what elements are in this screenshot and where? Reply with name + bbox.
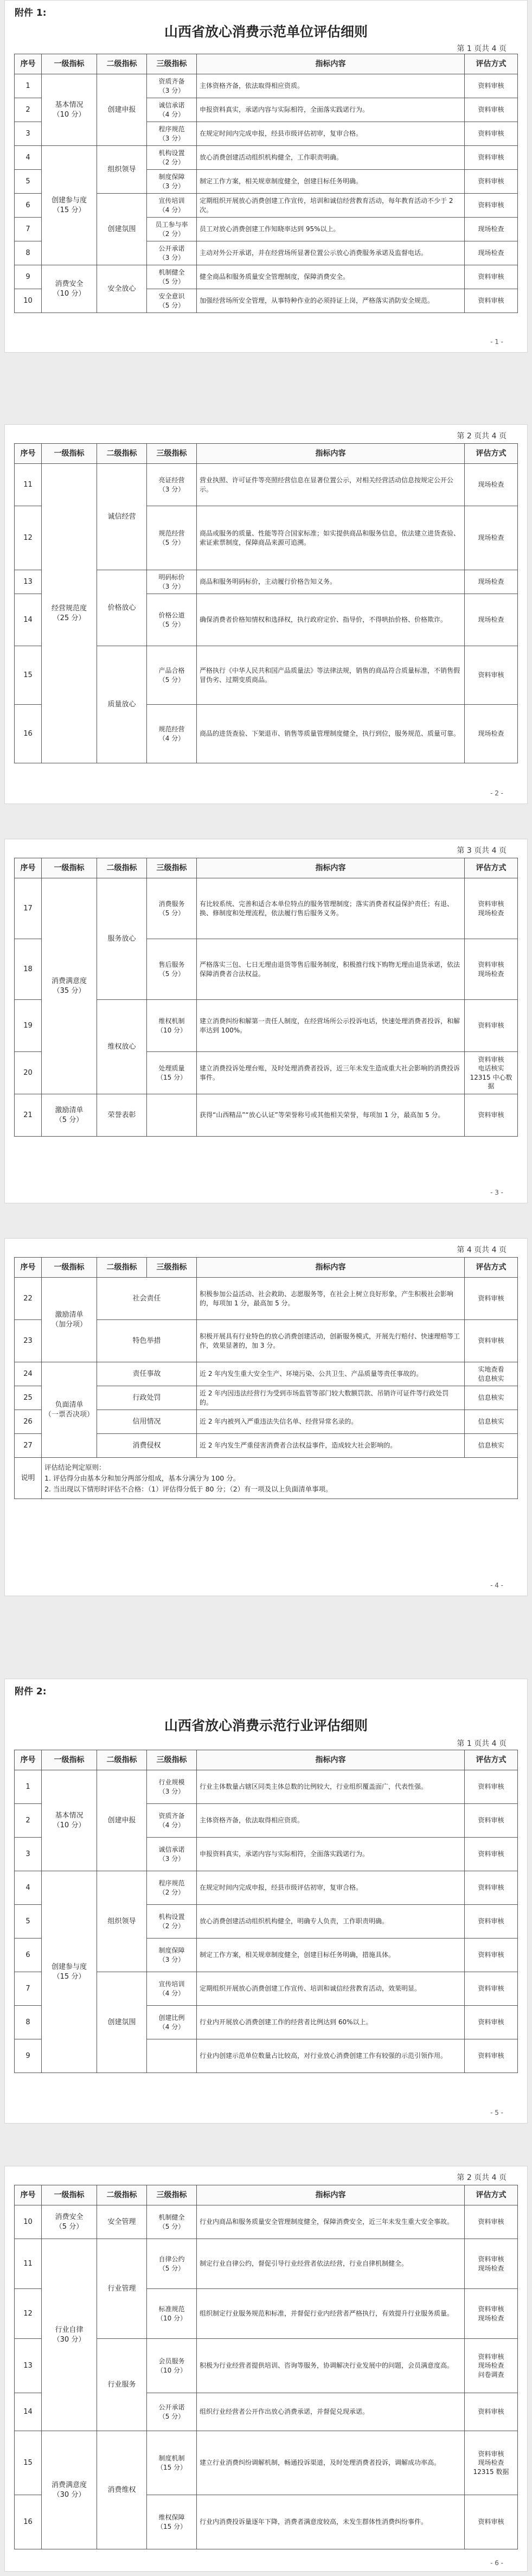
level3-indicator: 机构设置 （2 分） [147,146,197,170]
evaluation-method: 资料审核 现场检查 [465,2239,518,2289]
page-number: - 6 - [490,2559,503,2567]
evaluation-method: 资料审核 [465,646,518,705]
col-header: 指标内容 [197,858,465,878]
level1-indicator: 消费安全 （10 分） [42,265,97,313]
table-row [15,2431,518,2495]
row-number: 16 [15,2495,42,2549]
page-counter: 第 4 页共 4 页 [457,1246,507,1254]
evaluation-method: 资料审核 现场检查 [465,2289,518,2339]
indicator-content: 健全商品和服务质量安全管理制度，保障消费安全。 [197,265,465,289]
evaluation-method: 资料审核 [465,1905,518,1939]
page-number: - 3 - [490,1189,503,1196]
row-number: 13 [15,570,42,594]
evaluation-method: 现场检查 [465,705,518,763]
table-row [15,464,518,506]
evaluation-method: 资料审核 [465,2495,518,2549]
col-header: 序号 [15,1750,42,1770]
level1-indicator: 消费满意度 （35 分） [42,878,97,1094]
indicator-content: 商品的进货查验、下架退市、销售等质量管理制度健全，执行到位，服务规范、质量可靠。 [197,705,465,763]
indicator-content: 有比较系统、完善和适合本单位特点的服务管理制度；落实消费者权益保护责任；有退、换、修制度和处理流程，依法履行售后服务义务。 [197,878,465,939]
level3-indicator: 规范经营 （4 分） [147,705,197,763]
level3-indicator: 公开承诺 （3 分） [147,241,197,265]
table-row [15,2205,518,2239]
level3-indicator [147,1094,197,1137]
col-header: 评估方式 [465,1258,518,1278]
row-number: 11 [15,464,42,506]
evaluation-method: 资料审核 [465,1320,518,1362]
level1-indicator: 消费满意度 （30 分） [42,2431,97,2549]
level3-indicator: 售后服务 （5 分） [147,939,197,1000]
level2-indicator: 行业管理 [97,2239,147,2339]
level2-indicator: 质量放心 [97,646,147,763]
indicator-content: 近 2 年内发生重大安全生产、环境污染、公共卫生、产品质量等责任事故的。 [197,1362,465,1386]
level2-indicator: 荣誉表彰 [97,1094,147,1137]
evaluation-method: 现场检查 [465,218,518,241]
evaluation-method: 资料审核 [465,1871,518,1905]
evaluation-method: 资料审核 [465,2006,518,2039]
evaluation-method: 资料审核 [465,1094,518,1137]
level3-indicator: 机构设置 （2 分） [147,1905,197,1939]
level3-indicator: 信用情况 [97,1410,197,1434]
col-header: 三级指标 [147,444,197,464]
indicator-content: 定期组织开展放心消费创建工作宣传、培训和诚信经营教育活动，效果明显。 [197,1972,465,2006]
sheet-5 [4,1679,528,2124]
table-row [15,1871,518,1905]
level2-indicator: 创建氛围 [97,1972,147,2073]
level3-indicator: 处理质量 （15 分） [147,1052,197,1094]
indicator-content: 行业主体数量占辖区同类主体总数的比例较大，行业组织覆盖面广，代表性强。 [197,1770,465,1804]
col-header: 指标内容 [197,1750,465,1770]
level1-indicator: 创建参与度 （15 分） [42,1871,97,2073]
level3-indicator: 规范经营 （5 分） [147,506,197,570]
level3-indicator: 责任事故 [97,1362,197,1386]
page-number: - 1 - [490,338,503,346]
level1-indicator: 创建参与度 （15 分） [42,146,97,265]
table-header-row [15,54,518,74]
level3-indicator: 维权机制 （10 分） [147,1000,197,1052]
level2-indicator: 维权放心 [97,1000,147,1094]
indicator-content: 近 2 年内发生严重侵害消费者合法权益事件，造成较大社会影响的。 [197,1434,465,1458]
page-number: - 5 - [490,2109,503,2116]
col-header: 评估方式 [465,444,518,464]
indicator-content: 近 2 年内因违法经营行为受到市场监管等部门较大数额罚款、吊销许可证件等行政处罚的。 [197,1386,465,1410]
col-header: 二级指标 [97,1258,147,1278]
row-number: 16 [15,705,42,763]
row-number: 2 [15,1804,42,1838]
level3-indicator: 宣传培训 （4 分） [147,1972,197,2006]
col-header: 评估方式 [465,1750,518,1770]
sheet-4 [4,1238,528,1596]
level3-indicator: 消费服务 （5 分） [147,878,197,939]
indicator-content: 制定工作方案，相关规章制度健全，创建目标任务明确，措施具体。 [197,1939,465,1972]
evaluation-method: 信息核实 [465,1386,518,1410]
level3-indicator: 诚信承诺 （3 分） [147,1838,197,1871]
level3-indicator: 公开承诺 （5 分） [147,2393,197,2431]
evaluation-method: 资料审核 [465,170,518,194]
col-header: 指标内容 [197,54,465,74]
criteria-table [14,443,518,763]
col-header: 一级指标 [42,2185,97,2205]
indicator-content: 行业内创建示范单位数量占比较高，对行业放心消费创建工作有较强的示范引领作用。 [197,2039,465,2073]
level2-indicator: 创建氛围 [97,194,147,265]
col-header: 三级指标 [147,858,197,878]
sheet-6 [4,2166,528,2572]
indicator-content: 主体资格齐备，依法取得相应资质。 [197,1804,465,1838]
table-row [15,74,518,98]
level3-indicator: 明码标价 （3 分） [147,570,197,594]
evaluation-method: 资料审核 [465,2039,518,2073]
level3-indicator: 行政处罚 [97,1386,197,1410]
indicator-content: 在规定时间内完成申报，经县市级评估初审，复审合格。 [197,122,465,146]
level3-indicator: 诚信承诺 （4 分） [147,98,197,122]
indicator-content: 获得“山西精品”“放心认证”等荣誉称号或其他相关荣誉，每项加 1 分，最高加 5 分。 [197,1094,465,1137]
level2-indicator: 社会责任 [97,1278,197,1320]
level2-indicator: 特色举措 [97,1320,197,1362]
criteria-table [14,1257,518,1499]
level1-indicator: 基本情况 （10 分） [42,74,97,146]
col-header: 一级指标 [42,1258,97,1278]
indicator-content: 制定工作方案，相关规章制度健全，创建目标任务明确。 [197,170,465,194]
evaluation-method: 资料审核 [465,1972,518,2006]
level2-indicator: 安全放心 [97,265,147,313]
level3-indicator: 资质齐备 （4 分） [147,1804,197,1838]
col-header: 序号 [15,444,42,464]
table-row [15,878,518,939]
level1-indicator: 消费安全 （5 分） [42,2205,97,2239]
page-number: - 2 - [490,789,503,797]
indicator-content: 行业内消费投诉量逐年下降，消费者满意度较高，未发生群体性消费纠纷事件。 [197,2495,465,2549]
level3-indicator: 自律公约 （5 分） [147,2239,197,2289]
indicator-content: 建立消费纠纷和解第一责任人制度，在经营场所公示投诉电话，快速处理消费者投诉，和解率达到 100%。 [197,1000,465,1052]
col-header: 评估方式 [465,858,518,878]
indicator-content: 申报资料真实，承诺内容与实际相符，全面落实践诺行为。 [197,1838,465,1871]
level2-indicator: 创建申报 [97,74,147,146]
level3-indicator: 程序规范 （2 分） [147,1871,197,1905]
sheet-1 [4,0,528,353]
evaluation-method: 资料审核 [465,1939,518,1972]
col-header: 序号 [15,1258,42,1278]
evaluation-method: 资料审核 [465,289,518,313]
attachment-label: 附件 1: [15,8,47,18]
level3-indicator: 制度机制 （15 分） [147,2431,197,2495]
row-number: 4 [15,1871,42,1905]
row-number: 23 [15,1320,42,1362]
level2-indicator: 组织领导 [97,1871,147,1972]
level3-indicator: 亮证经营 （3 分） [147,464,197,506]
col-header: 一级指标 [42,858,97,878]
row-number: 12 [15,2289,42,2339]
level2-indicator: 诚信经营 [97,464,147,570]
indicator-content: 商品和服务明码标价，主动履行价格告知义务。 [197,570,465,594]
row-number: 21 [15,1094,42,1137]
level3-indicator: 创建比例 （4 分） [147,2006,197,2039]
level2-indicator: 服务放心 [97,878,147,1000]
indicator-content: 积极为行业经营者提供培训、咨询等服务，协调解决行业发展中的问题，会员满意度高。 [197,2339,465,2393]
row-number: 7 [15,1972,42,2006]
row-number: 10 [15,2205,42,2239]
table-header-row [15,858,518,878]
level2-indicator: 创建申报 [97,1770,147,1871]
sheet-2 [4,424,528,804]
evaluation-method: 资料审核 [465,2393,518,2431]
evaluation-method: 资料审核 [465,1804,518,1838]
row-number: 1 [15,1770,42,1804]
criteria-table [14,1750,518,2073]
col-header: 二级指标 [97,444,147,464]
evaluation-method: 资料审核 [465,74,518,98]
document-title: 山西省放心消费示范单位评估细则 [164,24,368,40]
indicator-content: 申报资料真实，承诺内容与实际相符，全面落实践诺行为。 [197,98,465,122]
level3-indicator: 制度保障 （3 分） [147,170,197,194]
table-header-row [15,444,518,464]
indicator-content: 在规定时间内完成申报，经县市级评估初审，复审合格。 [197,1871,465,1905]
attachment-label: 附件 2: [15,1686,47,1697]
col-header: 三级指标 [147,1258,197,1278]
row-number: 15 [15,2431,42,2495]
evaluation-method: 资料审核 [465,1278,518,1320]
indicator-content: 组织行业经营者公开作出放心消费承诺，并督促兑现承诺。 [197,2393,465,2431]
indicator-content: 定期组织开展放心消费创建工作宣传，培训和诚信经营教育活动，每年教育活动不少于 2 次。 [197,194,465,218]
indicator-content: 主体资格齐备，依法取得相应资质。 [197,74,465,98]
level3-indicator [147,2039,197,2073]
criteria-table [14,54,518,313]
evaluation-method: 信息核实 [465,1410,518,1434]
col-header: 评估方式 [465,54,518,74]
indicator-content: 行业内商品和服务质量安全管理制度健全，保障消费安全，近三年未发生重大安全事故。 [197,2205,465,2239]
indicator-content: 严格落实三包、七日无理由退货等售后服务制度，积极推行线下购物无理由退货承诺，依法保障消费者合法权益。 [197,939,465,1000]
row-number: 25 [15,1386,42,1410]
level1-indicator: 基本情况 （10 分） [42,1770,97,1871]
indicator-content: 近 2 年内被列入严重违法失信名单、经营异常名录的。 [197,1410,465,1434]
indicator-content: 积极开展具有行业特色的放心消费创建活动，创新服务模式，开展先行赔付、快速理赔等工作，效果显著的，加 3 分。 [197,1320,465,1362]
level2-indicator: 行业服务 [97,2339,147,2431]
row-number: 8 [15,241,42,265]
evaluation-method: 现场检查 [465,506,518,570]
row-number: 1 [15,74,42,98]
page-counter: 第 1 页共 4 页 [457,44,507,53]
evaluation-method: 资料审核 [465,2205,518,2239]
level2-indicator: 安全管理 [97,2205,147,2239]
page-counter: 第 2 页共 4 页 [457,2173,507,2182]
row-number: 5 [15,1905,42,1939]
table-row [15,146,518,170]
indicator-content: 放心消费创建活动组织机构健全，明确专人负责，工作职责明确。 [197,1905,465,1939]
col-header: 指标内容 [197,444,465,464]
row-number: 3 [15,1838,42,1871]
criteria-table [14,858,518,1137]
level3-indicator: 产品合格 （5 分） [147,646,197,705]
col-header: 序号 [15,54,42,74]
row-number: 18 [15,939,42,1000]
table-row [15,1770,518,1804]
table-row [15,1278,518,1320]
level3-indicator: 维权保障 （15 分） [147,2495,197,2549]
col-header: 三级指标 [147,54,197,74]
level3-indicator: 机制健全 （5 分） [147,2205,197,2239]
table-row [15,1362,518,1386]
level1-indicator: 行业自律 （30 分） [42,2239,97,2431]
indicator-content: 制定行业自律公约，督促引导行业经营者依法经营，行业自律机制健全。 [197,2239,465,2289]
indicator-content: 建立行业消费纠纷调解机制，畅通投诉渠道，及时处理消费者投诉，调解成功率高。 [197,2431,465,2495]
table-header-row [15,1750,518,1770]
indicator-content: 放心消费创建活动组织机构健全，工作职责明确。 [197,146,465,170]
table-header-row [15,2185,518,2205]
row-number: 14 [15,2393,42,2431]
evaluation-method: 实地查看 信息核实 [465,1362,518,1386]
indicator-content: 员工对放心消费创建工作知晓率达到 95%以上。 [197,218,465,241]
level1-indicator: 激励清单 （加分项） [42,1278,97,1362]
row-number: 3 [15,122,42,146]
indicator-content: 商品或服务的质量、性能等符合国家标准；如实提供商品和服务信息，依法建立进货查验、索证索票制度，保障商品来源可追溯。 [197,506,465,570]
row-number: 8 [15,2006,42,2039]
level3-indicator: 价格公道 （5 分） [147,594,197,646]
level2-indicator: 价格放心 [97,570,147,646]
row-number: 14 [15,594,42,646]
level3-indicator: 宣传培训 （4 分） [147,194,197,218]
evaluation-method: 信息核实 [465,1434,518,1458]
indicator-content: 建立消费投诉处理台账，及时处理消费者投诉，近三年未发生造成重大社会影响的消费投诉事件。 [197,1052,465,1094]
row-number: 20 [15,1052,42,1094]
evaluation-method: 资料审核 [465,194,518,218]
col-header: 二级指标 [97,2185,147,2205]
row-number: 22 [15,1278,42,1320]
col-header: 三级指标 [147,2185,197,2205]
page-counter: 第 2 页共 4 页 [457,432,507,441]
col-header: 一级指标 [42,54,97,74]
page-counter: 第 3 页共 4 页 [457,846,507,855]
row-number: 9 [15,265,42,289]
row-number: 2 [15,98,42,122]
evaluation-method: 现场检查 [465,570,518,594]
row-number: 5 [15,170,42,194]
col-header: 指标内容 [197,2185,465,2205]
row-number: 27 [15,1434,42,1458]
level3-indicator: 制度保障 （3 分） [147,1939,197,1972]
level3-indicator: 员工参与率 （2 分） [147,218,197,241]
evaluation-method: 资料审核 现场检查 [465,878,518,939]
col-header: 一级指标 [42,444,97,464]
level3-indicator: 标准规范 （10 分） [147,2289,197,2339]
page-counter: 第 1 页共 4 页 [457,1739,507,1748]
indicator-content: 主动对外公开承诺，并在经营场所显著位置公示放心消费服务承诺及监督电话。 [197,241,465,265]
level1-indicator: 负面清单 （一票否决项） [42,1362,97,1458]
evaluation-method: 资料审核 [465,1770,518,1804]
evaluation-method: 现场检查 [465,594,518,646]
table-header-row [15,1258,518,1278]
note-row [15,1458,518,1499]
row-number: 9 [15,2039,42,2073]
row-number: 7 [15,218,42,241]
evaluation-method: 资料审核 [465,265,518,289]
evaluation-method: 现场检查 [465,241,518,265]
col-header: 序号 [15,858,42,878]
col-header: 序号 [15,2185,42,2205]
col-header: 一级指标 [42,1750,97,1770]
level3-indicator: 程序规范 （3 分） [147,122,197,146]
page-number: - 4 - [490,1582,503,1589]
level3-indicator: 安全意识 （5 分） [147,289,197,313]
evaluation-method: 资料审核 [465,98,518,122]
document-title: 山西省放心消费示范行业评估细则 [164,1718,368,1733]
level1-indicator: 激励清单 （5 分） [42,1094,97,1137]
col-header: 二级指标 [97,1750,147,1770]
evaluation-method: 现场检查 [465,464,518,506]
col-header: 三级指标 [147,1750,197,1770]
note-text: 评估结论判定原则： 1. 评估得分由基本分和加分两部分组成，基本分满分为 100 分。 2. 当出现以下情形时评估不合格：（1）评估得分低于 80 分；（2）有一项及以上负面清单事项。 [42,1458,518,1499]
col-header: 二级指标 [97,858,147,878]
level3-indicator: 会员服务 （10 分） [147,2339,197,2393]
criteria-table [14,2185,518,2549]
row-number: 4 [15,146,42,170]
indicator-content: 行业内开展放心消费创建工作的经营者比例达到 60%以上。 [197,2006,465,2039]
row-number: 6 [15,1939,42,1972]
row-number: 11 [15,2239,42,2289]
level3-indicator: 消费侵权 [97,1434,197,1458]
table-row [15,265,518,289]
row-number: 15 [15,646,42,705]
level3-indicator: 行业规模 （3 分） [147,1770,197,1804]
evaluation-method: 资料审核 现场检查 问卷调查 [465,2339,518,2393]
evaluation-method: 资料审核 现场检查 [465,939,518,1000]
evaluation-method: 资料审核 [465,1000,518,1052]
table-row [15,1094,518,1137]
col-header: 评估方式 [465,2185,518,2205]
indicator-content: 严格执行《中华人民共和国产品质量法》等法律法规，销售的商品符合质量标准，不销售假冒伪劣、过期变质商品。 [197,646,465,705]
level3-indicator: 机制健全 （5 分） [147,265,197,289]
row-number: 6 [15,194,42,218]
evaluation-method: 资料审核 电话核实 12315 中心数据 [465,1052,518,1094]
col-header: 二级指标 [97,54,147,74]
evaluation-method: 资料审核 [465,122,518,146]
indicator-content: 营业执照、许可证件等亮照经营信息在显著位置公示，对相关经营活动信息按规定公开公示。 [197,464,465,506]
row-number: 24 [15,1362,42,1386]
note-label: 说明 [15,1458,42,1499]
evaluation-method: 资料审核 [465,146,518,170]
level2-indicator: 组织领导 [97,146,147,194]
row-number: 10 [15,289,42,313]
row-number: 12 [15,506,42,570]
evaluation-method: 资料审核 现场检查 12315 数据 [465,2431,518,2495]
level2-indicator: 消费维权 [97,2431,147,2549]
row-number: 13 [15,2339,42,2393]
sheet-3 [4,839,528,1203]
row-number: 26 [15,1410,42,1434]
row-number: 19 [15,1000,42,1052]
indicator-content: 确保消费者价格知情权和选择权，执行政府定价、指导价，不得哄抬价格、价格欺诈。 [197,594,465,646]
indicator-content: 加强经营场所安全管理，从事特种作业的必须持证上岗，严格落实消防安全规范。 [197,289,465,313]
row-number: 17 [15,878,42,939]
level3-indicator: 资质齐备 （3 分） [147,74,197,98]
indicator-content: 积极参加公益活动、社会救助、志愿服务等，在社会上树立良好形象，产生积极社会影响的，每项加 1 分，最高加 5 分。 [197,1278,465,1320]
table-row [15,2239,518,2289]
indicator-content: 组织制定行业服务规范和标准，并督促行业内经营者严格执行，有效提升行业服务质量。 [197,2289,465,2339]
level1-indicator: 经营规范度 （25 分） [42,464,97,763]
evaluation-method: 资料审核 [465,1838,518,1871]
col-header: 指标内容 [197,1258,465,1278]
